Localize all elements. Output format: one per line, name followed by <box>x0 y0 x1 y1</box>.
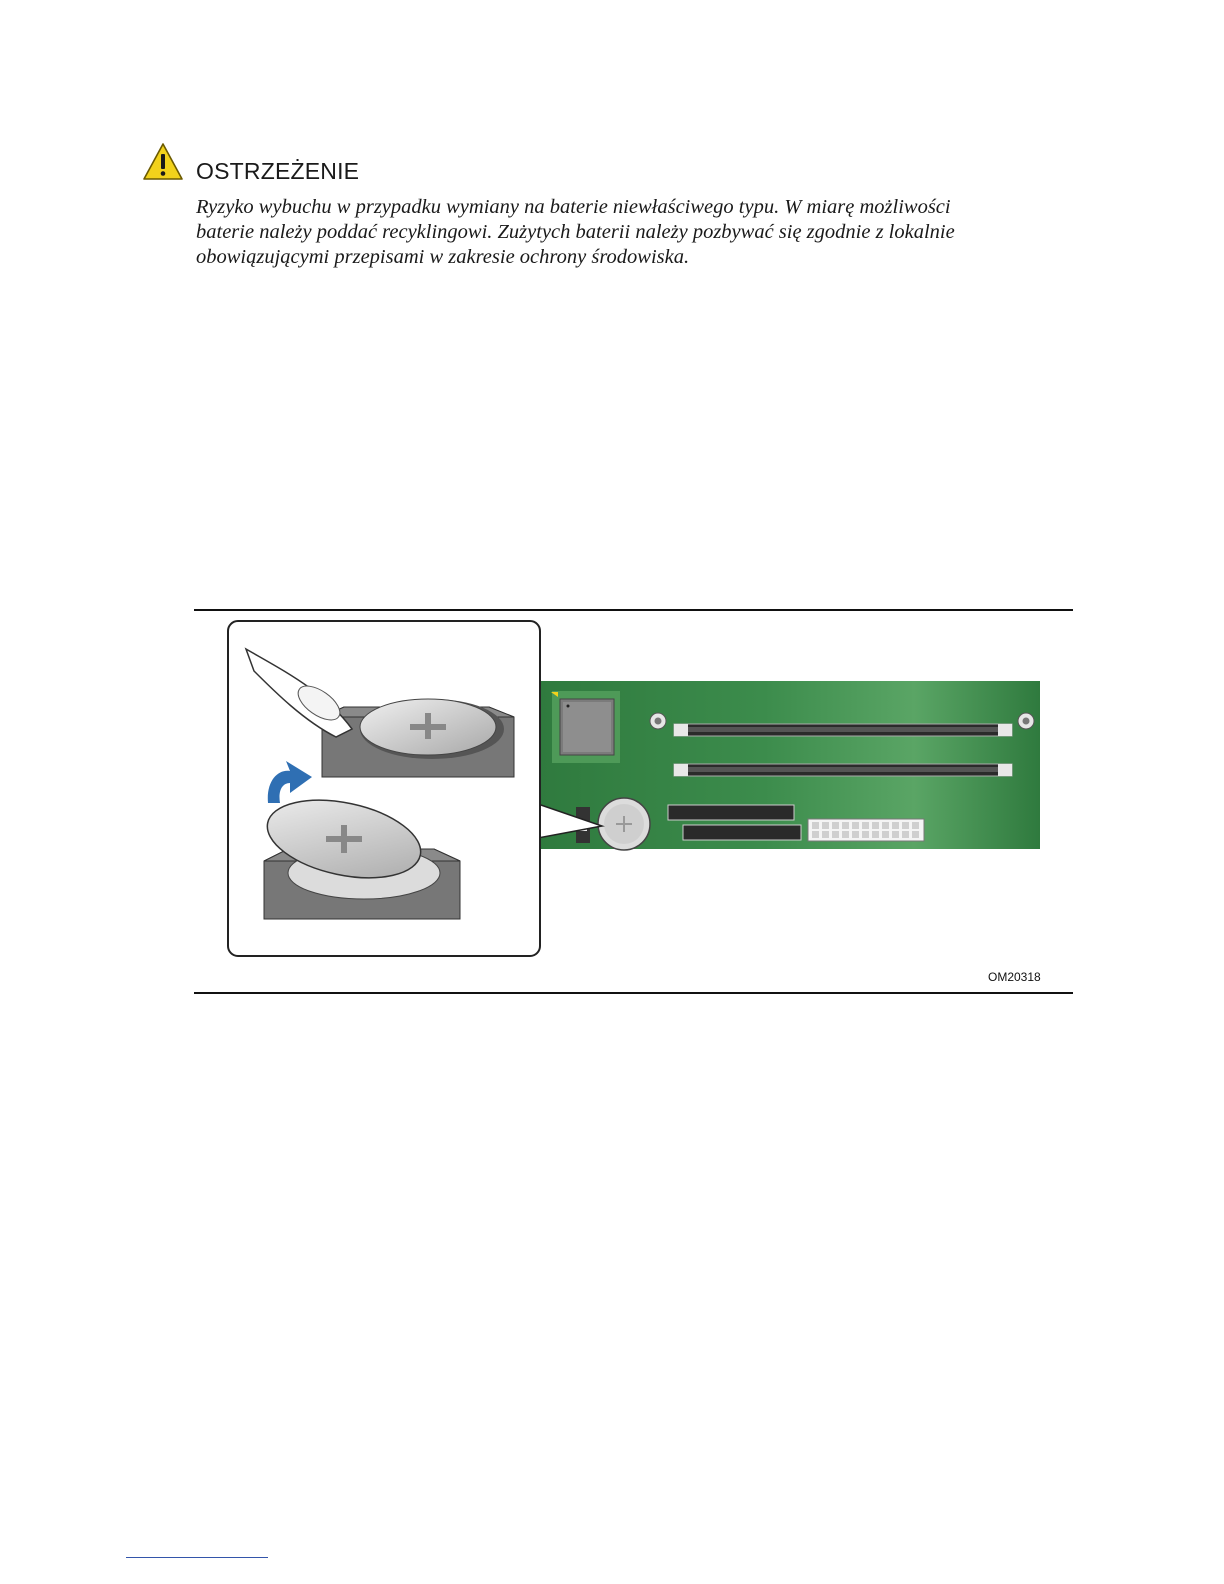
footnote-separator <box>126 1557 268 1558</box>
warning-text <box>196 195 1096 270</box>
battery-replacement-figure <box>194 611 1073 992</box>
figure-code: OM20318 <box>988 970 1041 984</box>
warning-line: obowiązującymi przepisami w zakresie ochrony środowiska. <box>196 246 690 268</box>
warning-line: Ryzyko wybuchu w przypadku wymiany na baterie niewłaściwego typu. W miarę możliwości <box>196 196 951 218</box>
figure-bottom-rule <box>194 992 1073 994</box>
warning-line: baterie należy poddać recyklingowi. Zużytych baterii należy pozbywać się zgodnie z lokalnie <box>196 221 955 243</box>
warning-triangle-icon <box>142 142 184 182</box>
warning-title: OSTRZEŻENIE <box>196 158 360 184</box>
battery-removal-inset <box>228 621 540 956</box>
motherboard <box>538 681 1040 850</box>
